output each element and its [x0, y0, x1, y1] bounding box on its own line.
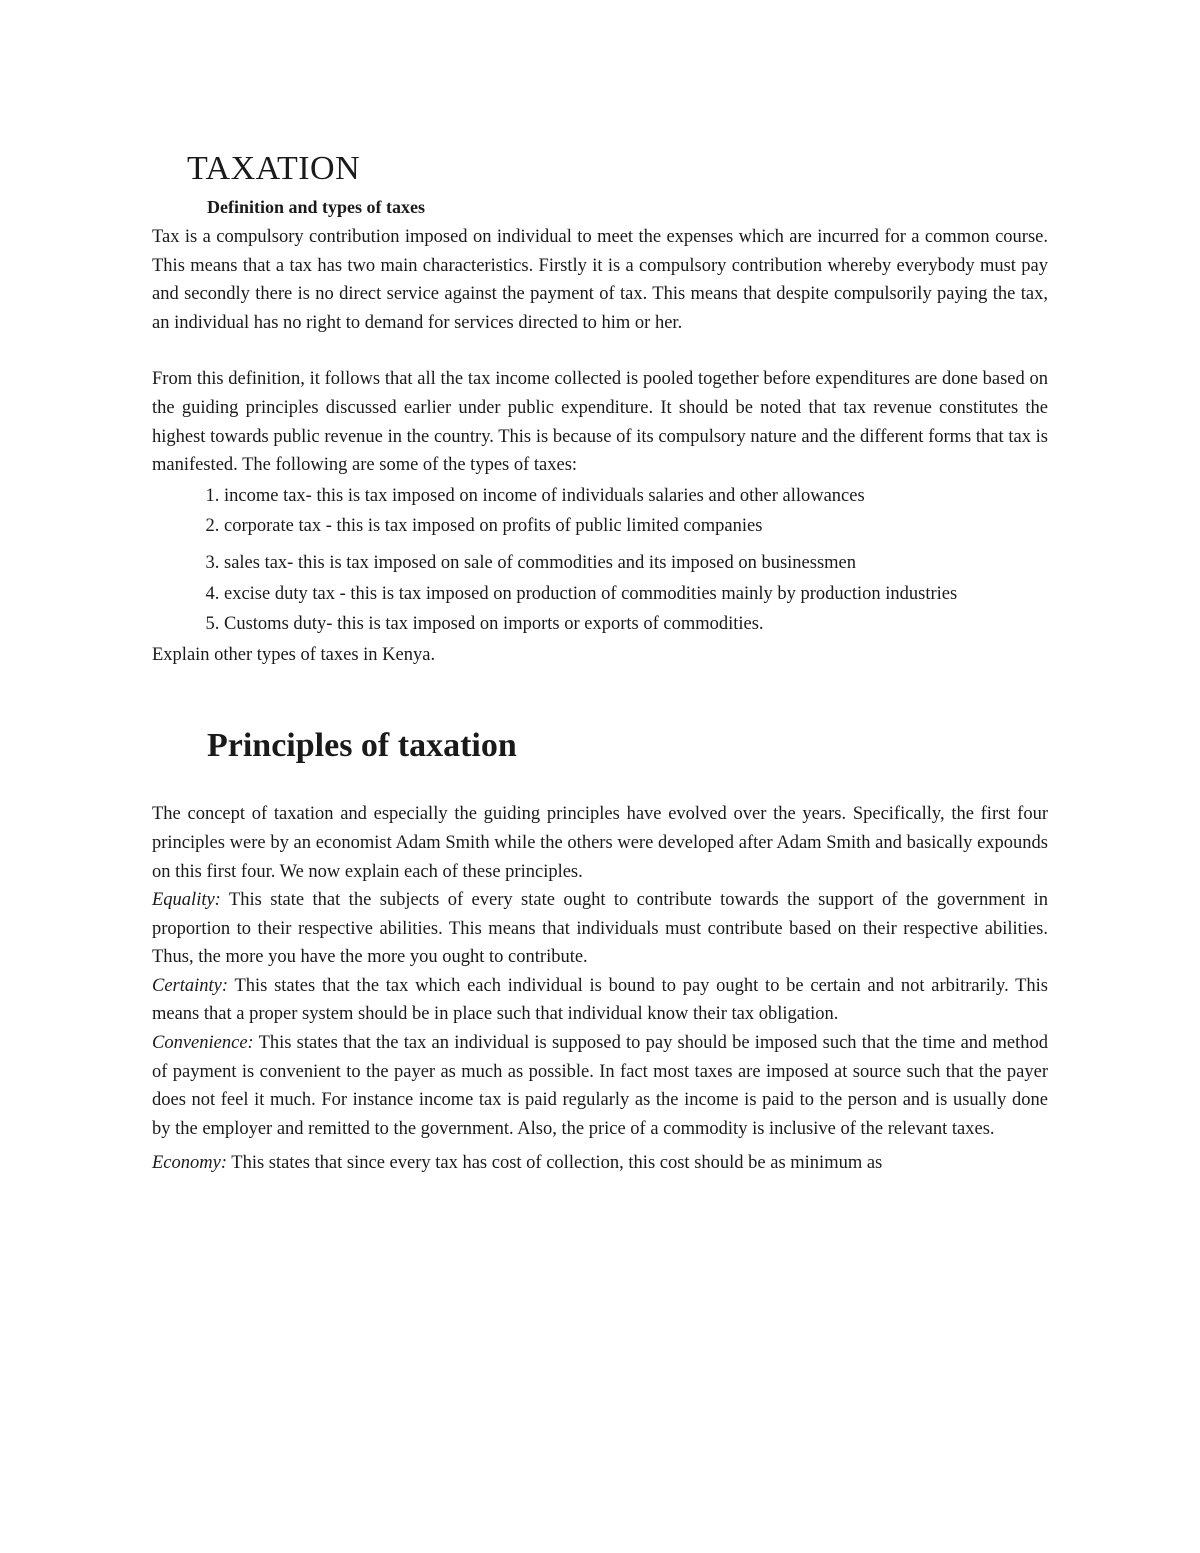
- principle-convenience: [152, 1029, 1048, 1143]
- principle-text: This states that since every tax has cost of collection, this cost should be as minimum as: [227, 1153, 883, 1174]
- types-intro-paragraph: From this definition, it follows that all the tax income collected is pooled together before expenditures are done based on the guiding principles discussed earlier under public expenditure. It should be noted that tax revenue constitutes the highest towards public revenue in the country. This is because of its compulsory nature and the different forms that tax is manifested. The following are some of the types of taxes:: [152, 369, 1048, 476]
- section-subtitle: Definition and types of taxes: [207, 197, 426, 217]
- principle-text: This states that the tax an individual is supposed to pay should be imposed such that the time and method of payment is convenient to the payer as much as possible. In fact most taxes are imposed at source such that the payer does not feel it much. For instance income tax is paid regularly as the income is paid to the person and is usually done by the employer and remitted to the government. Also, the price of a commodity is inclusive of the relevant taxes.: [152, 1033, 1048, 1139]
- list-item: 3. sales tax- this is tax imposed on sale of commodities and its imposed on businessmen: [224, 549, 1048, 578]
- explain-prompt: Explain other types of taxes in Kenya.: [152, 644, 436, 665]
- list-item: 5. Customs duty- this is tax imposed on imports or exports of commodities.: [224, 610, 1048, 639]
- principle-equality: [152, 886, 1048, 972]
- list-item: 1. income tax- this is tax imposed on income of individuals salaries and other allowances: [224, 482, 1048, 511]
- principle-term: Certainty:: [152, 975, 229, 996]
- document-page: [152, 148, 1048, 1178]
- principles-heading: Principles of taxation: [207, 727, 517, 765]
- list-item: 4. excise duty tax - this is tax imposed on production of commodities mainly by production industries: [224, 580, 1048, 609]
- principle-text: This states that the tax which each individual is bound to pay ought to be certain and not arbitrarily. This means that a proper system should be in place such that individual know their tax obligation.: [152, 975, 1048, 1025]
- definition-paragraph: Tax is a compulsory contribution imposed on individual to meet the expenses which are incurred for a common course. This means that a tax has two main characteristics. Firstly it is a compulsory contribution whereby everybody must pay and secondly there is no direct service against the payment of tax. This means that despite compulsorily paying the tax, an individual has no right to demand for services directed to him or her.: [152, 227, 1048, 333]
- tax-types-list: [152, 482, 1048, 639]
- principle-term: Economy:: [152, 1153, 227, 1174]
- principle-economy: [152, 1149, 1048, 1178]
- principles-intro-paragraph: The concept of taxation and especially the guiding principles have evolved over the years. Specifically, the first four principles were by an economist Adam Smith while the others were developed after Adam Smith and basically expounds on this first four. We now explain each of these principles.: [152, 804, 1048, 882]
- principle-term: Equality:: [152, 890, 221, 911]
- document-title: TAXATION: [187, 150, 361, 187]
- principle-text: This state that the subjects of every state ought to contribute towards the support of the government in proportion to their respective abilities. This means that individuals must contribute based on their respective abilities. Thus, the more you have the more you ought to contribute.: [152, 890, 1048, 968]
- principle-term: Convenience:: [152, 1033, 254, 1054]
- principle-certainty: [152, 972, 1048, 1029]
- list-item: 2. corporate tax - this is tax imposed on profits of public limited companies: [224, 512, 1048, 541]
